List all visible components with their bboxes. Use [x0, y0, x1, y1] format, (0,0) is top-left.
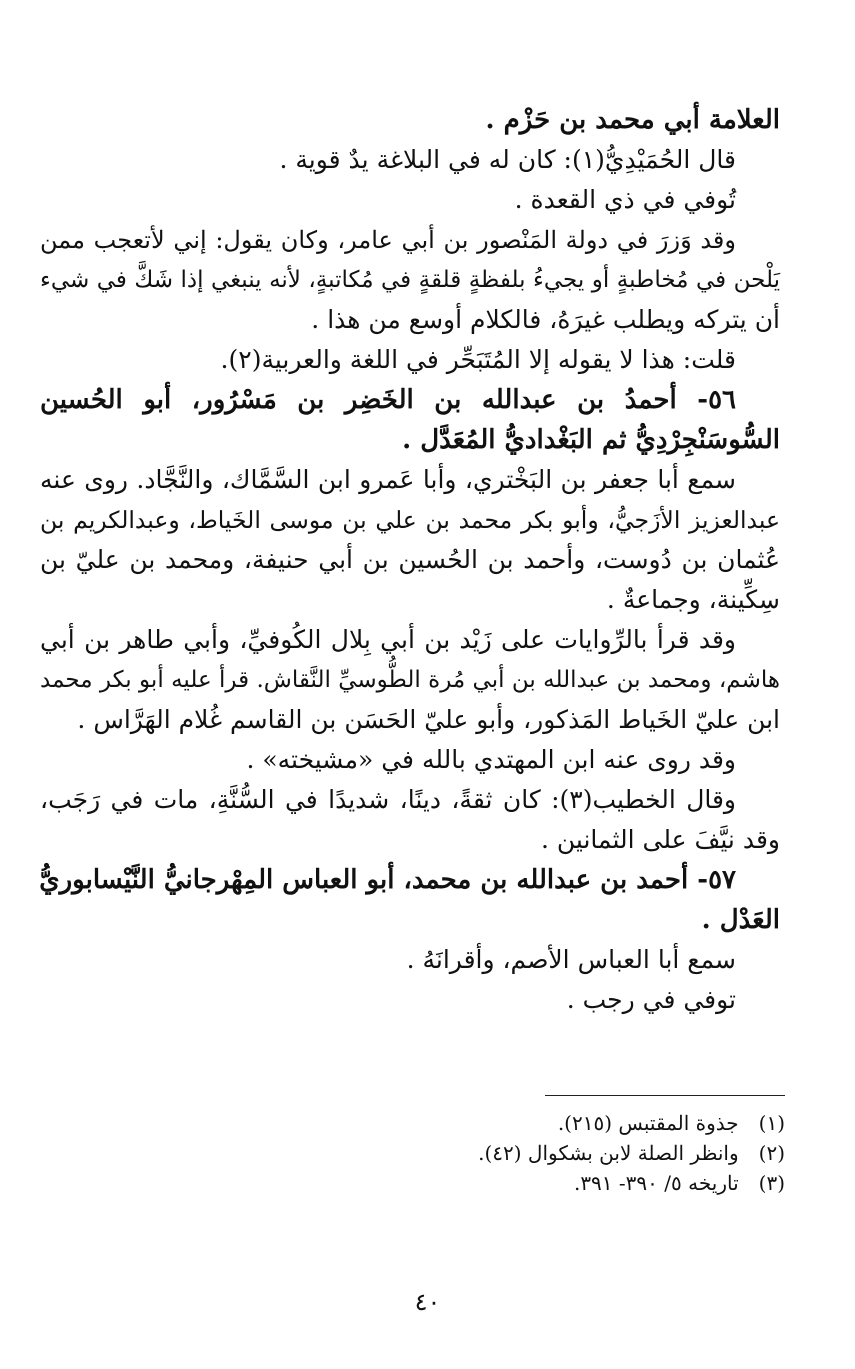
footnote-text: جذوة المقتبس (٢١٥).	[557, 1111, 739, 1135]
text-line: يَلْحن في مُخاطبةٍ أو يجيءُ بلفظةٍ قلقةٍ في مُكاتبةٍ، لأنه ينبغي إذا شَكَّ في شيء	[40, 267, 780, 293]
footnote	[300, 1138, 785, 1168]
entry-heading: العَدْل .	[701, 905, 780, 935]
text-line: أن يتركه ويطلب غيرَهُ، فالكلام أوسع من هذا .	[311, 305, 780, 334]
text-line: قلت: هذا لا يقوله إلا المُتَبَحِّر في اللغة والعربية(٢).	[220, 345, 736, 374]
text-line: وقد روى عنه ابن المهتدي بالله في «مشيخته» .	[246, 745, 736, 774]
footnote-number: (١)	[758, 1111, 785, 1135]
entry-heading: السُّوسَنْجِرْدِيُّ ثم البَغْداديُّ المُعَدَّل .	[402, 425, 780, 455]
footnote-number: (٣)	[758, 1171, 785, 1195]
footnote	[300, 1108, 785, 1138]
footnote-text: وانظر الصلة لابن بشكوال (٤٢).	[478, 1141, 739, 1165]
text-line: ابن عليّ الخَياط المَذكور، وأبو عليّ الحَسَن بن القاسم غُلام الهَرَّاس .	[77, 705, 780, 734]
text-line: سِكِّينة، وجماعةٌ .	[606, 585, 780, 614]
text-line: العلامة أبي محمد بن حَزْم .	[485, 105, 780, 135]
footnote-number: (٢)	[758, 1141, 785, 1165]
footnote-divider	[545, 1095, 785, 1096]
text-line: قال الحُمَيْدِيُّ(١): كان له في البلاغة يدٌ قوية .	[279, 145, 736, 174]
text-line: وقد قرأ بالرِّوايات على زَيْد بن أبي بِلال الكُوفيِّ، وأبي طاهر بن أبي	[40, 625, 736, 654]
page-body	[40, 100, 780, 1020]
text-line: وقد نيَّفَ على الثمانين .	[540, 825, 780, 854]
text-line: سمع أبا العباس الأصم، وأقرانَهُ .	[406, 945, 736, 974]
text-line: سمع أبا جعفر بن البَخْتري، وأبا عَمرو ابن السَّمَّاك، والنَّجَّاد. روى عنه	[40, 465, 736, 494]
text-line: تُوفي في ذي القعدة .	[514, 185, 736, 214]
entry-heading: ٥٧- أحمد بن عبدالله بن محمد، أبو العباس المِهْرجانيُّ النَّيْسابوريُّ	[39, 865, 736, 895]
text-line: توفي في رجب .	[566, 985, 736, 1014]
text-line: وقال الخطيب(٣): كان ثقةً، دينًا، شديدًا في السُّنَّةِ، مات في رَجَب،	[40, 785, 736, 814]
entry-heading: ٥٦- أحمدُ بن عبدالله بن الخَضِر بن مَسْرُور، أبو الحُسين	[40, 385, 736, 415]
text-line: عُثمان بن دُوست، وأحمد بن الحُسين بن أبي حنيفة، ومحمد بن عليّ بن	[40, 545, 780, 574]
text-line: وقد وَزرَ في دولة المَنْصور بن أبي عامر، وكان يقول: إني لأتعجب ممن	[40, 226, 736, 254]
page-number: ٤٠	[414, 1288, 441, 1316]
footnote	[300, 1168, 785, 1198]
text-line: عبدالعزيز الأزَجيُّ، وأبو بكر محمد بن علي بن موسى الخَياط، وعبدالكريم بن	[40, 506, 780, 534]
footnote-text: تاريخه ٥/ ٣٩٠- ٣٩١.	[573, 1171, 739, 1195]
footnotes	[300, 1108, 785, 1198]
text-line: هاشم، ومحمد بن عبدالله بن أبي مُرة الطُّوسيِّ النَّقاش. قرأ عليه أبو بكر محمد	[40, 667, 780, 693]
